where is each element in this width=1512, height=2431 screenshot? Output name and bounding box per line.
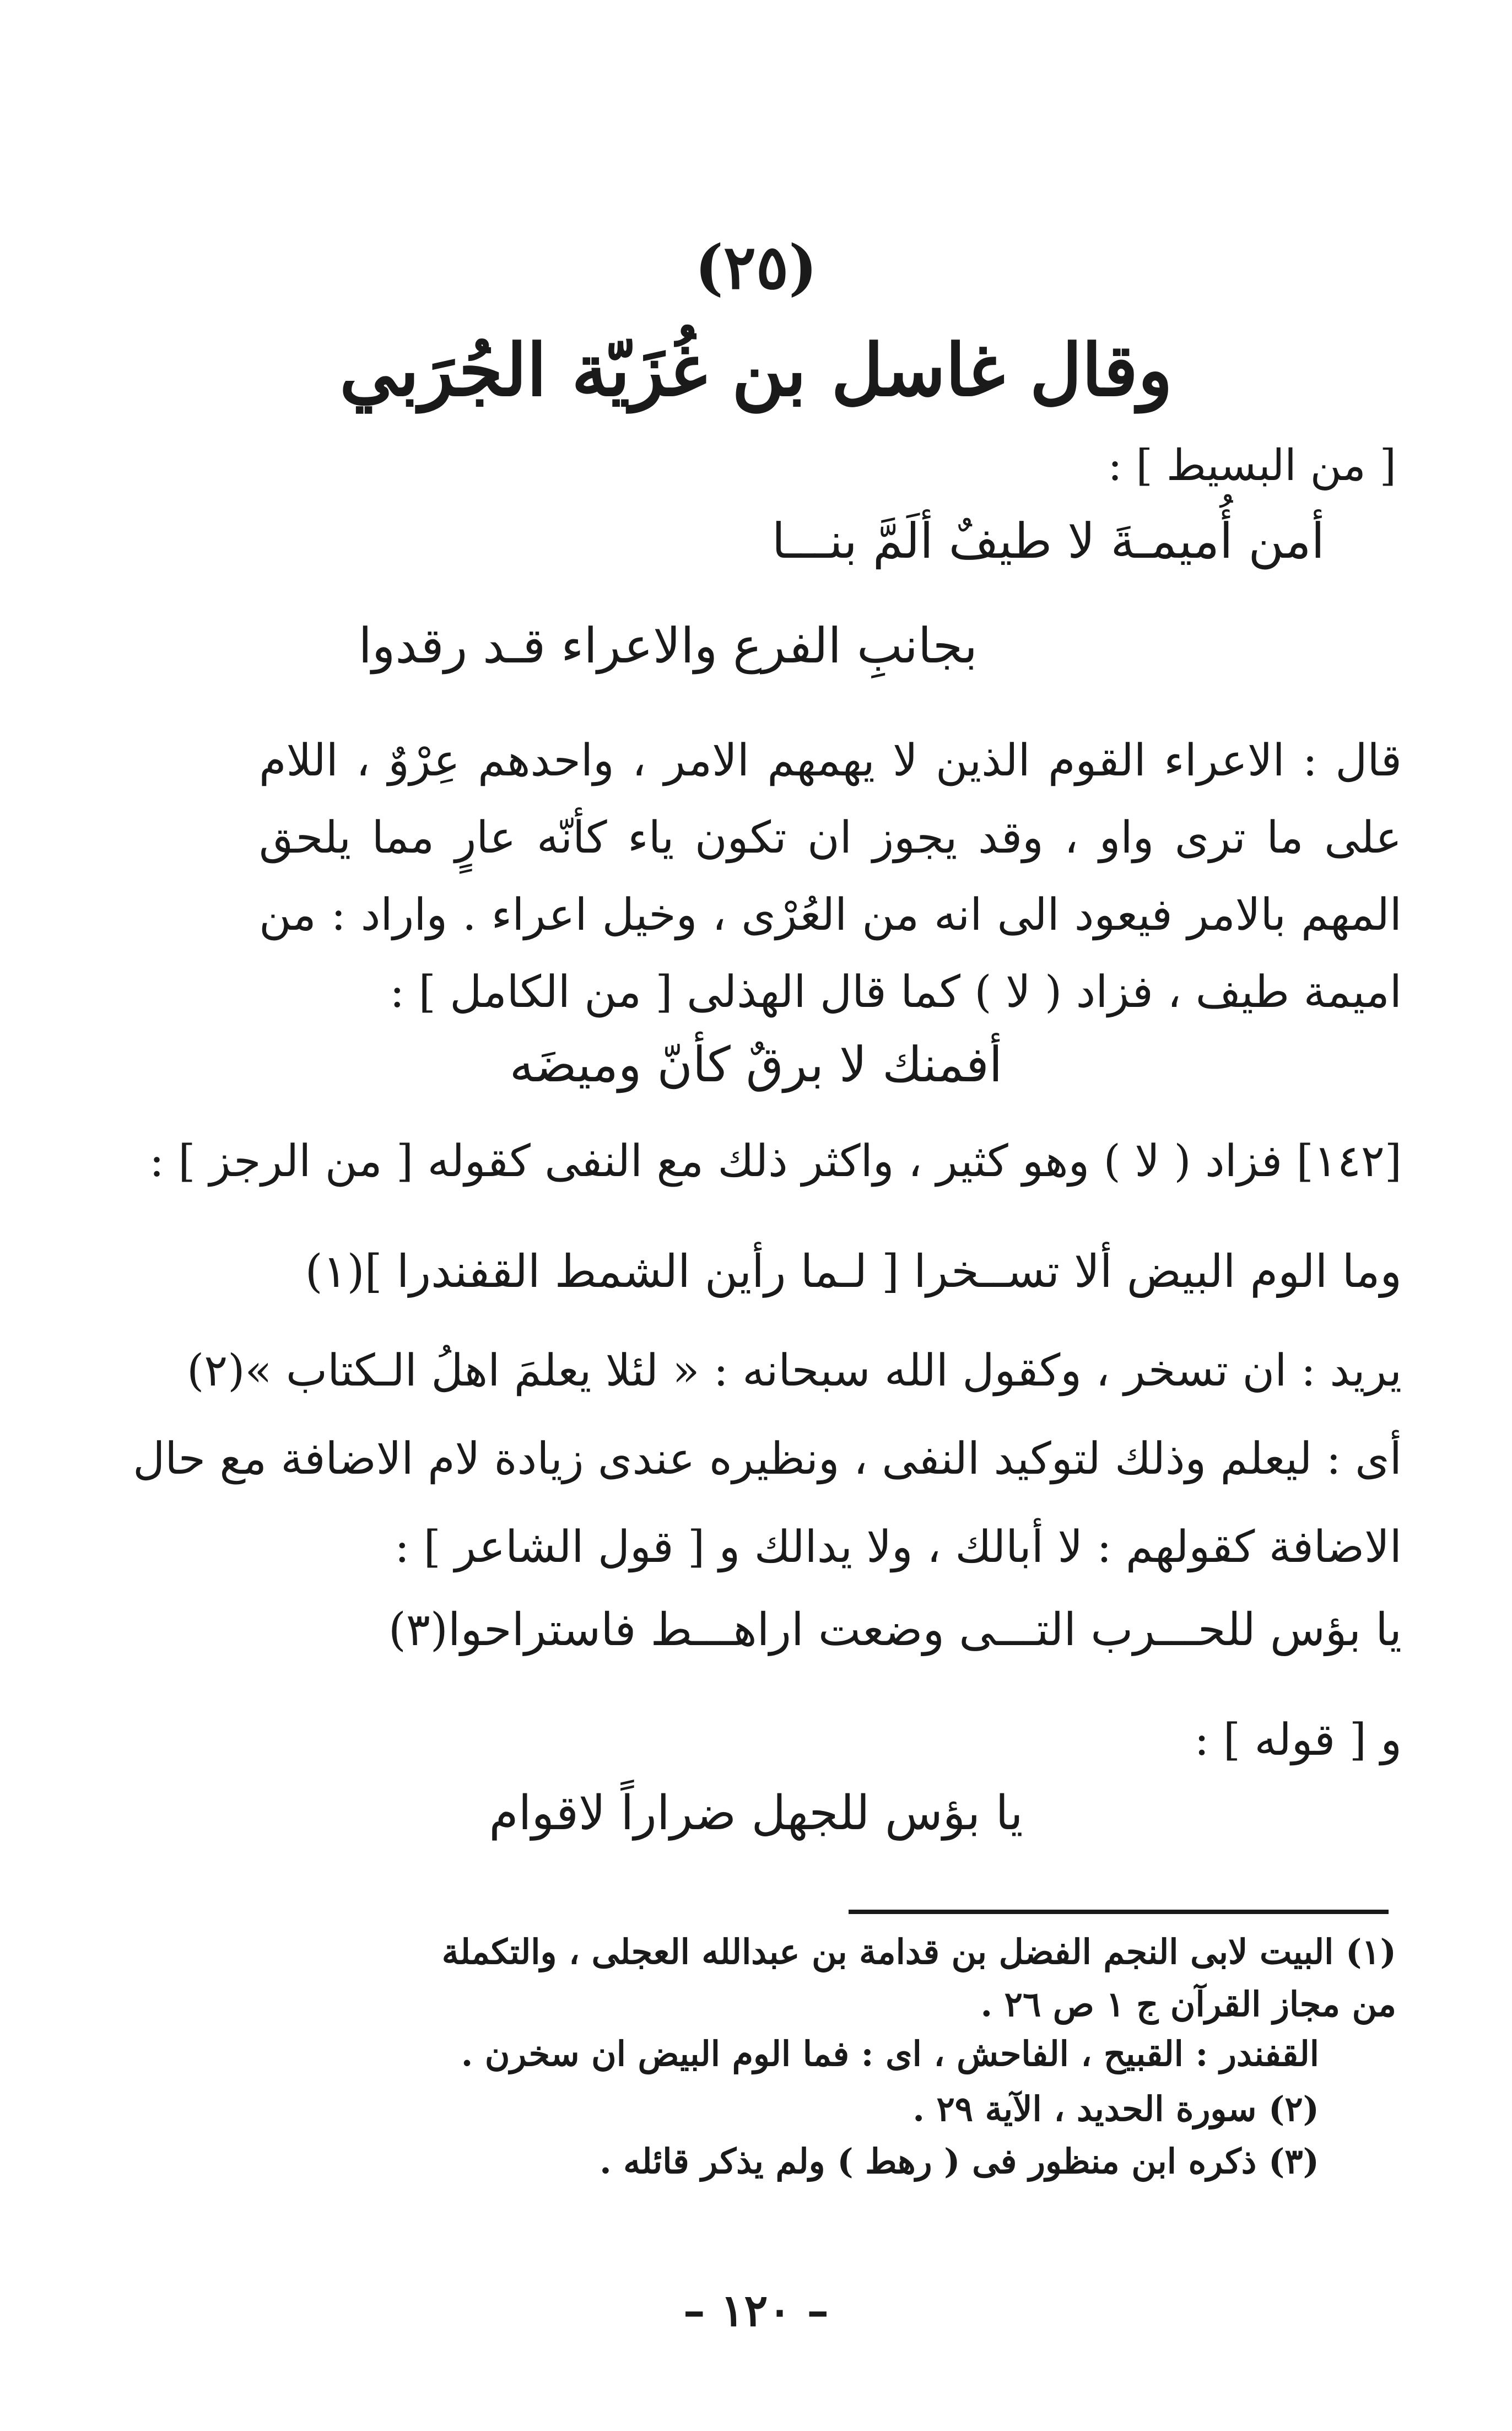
footnote-1-line-2: من مجاز القرآن ج ١ ص ٢٦ . — [980, 1984, 1396, 2024]
page-number: – ١٢٠ – — [683, 2284, 829, 2336]
commentary-paragraph-1: قال : الاعراء القوم الذين لا يهمهم الامر ، واحدهم عِرْوٌ ، اللام على ما ترى واو ، وقد يجوز ان تكون ياء كأنّه عارٍ مما يلحق المهم بالامر فيعود الى انه من العُرْى ، وخيل اعراء . واراد : من اميمة طيف ، فزاد ( لا ) كما قال الهذلى [ من الكامل ] : — [259, 735, 1402, 1017]
commentary-paragraph-2: [١٤٢] فزاد ( لا ) وهو كثير ، واكثر ذلك مع النفى كقوله [ من الرجز ] : — [149, 1135, 1402, 1187]
poem-title: وقال غاسل بن غُزَيّة الجُرَبي — [339, 328, 1173, 412]
verse-5: يا بؤس للجهل ضراراً لاقوام — [489, 1786, 1023, 1841]
verse-1-second-hemistich: بجانبِ الفرع والاعراء قـد رقدوا — [358, 617, 978, 674]
commentary-3-line-2: أى : ليعلم وذلك لتوكيد النفى ، ونظيره عندى زيادة لام الاضافة مع حال — [133, 1433, 1402, 1484]
meter-label: [ من البسيط ] : — [1108, 441, 1396, 490]
verse-3: وما الوم البيض ألا تســخرا [ لـما رأين الشمط القفندرا ](١) — [305, 1246, 1402, 1298]
commentary-3-line-3: الاضافة كقولهم : لا أبالك ، ولا يدالك و [ قول الشاعر ] : — [395, 1521, 1402, 1572]
footnote-2: (٢) سورة الحديد ، الآية ٢٩ . — [912, 2089, 1319, 2129]
footnote-1-line-3: القفندر : القبيح ، الفاحش ، اى : فما الوم البيض ان سخرن . — [461, 2034, 1319, 2074]
verse-1-first-hemistich: أمن أُميمـةَ لا طيفٌ ألَمَّ بنـــا — [771, 513, 1325, 569]
commentary-3-line-1: يريد : ان تسخر ، وكقول الله سبحانه : « لئلا يعلمَ اهلُ الـكتاب »(٢) — [187, 1345, 1402, 1396]
footnote-1-line-1: (١) البيت لابى النجم الفضل بن قدامة بن عبدالله العجلى ، والتكملة — [441, 1932, 1396, 1972]
poem-number: (٢٥) — [694, 231, 818, 303]
verse-4: يا بؤس للحـــرب التـــى وضعت اراهـــط فاستراحوا(٣) — [388, 1604, 1402, 1656]
footnote-separator — [849, 1910, 1389, 1914]
verse-2: أفمنك لا برقٌ كأنّ وميضَه — [509, 1036, 1003, 1093]
footnote-3: (٣) ذكره ابن منظور فى ( رهط ) ولم يذكر قائله . — [600, 2141, 1319, 2181]
commentary-paragraph-4: و [ قوله ] : — [1194, 1714, 1402, 1765]
